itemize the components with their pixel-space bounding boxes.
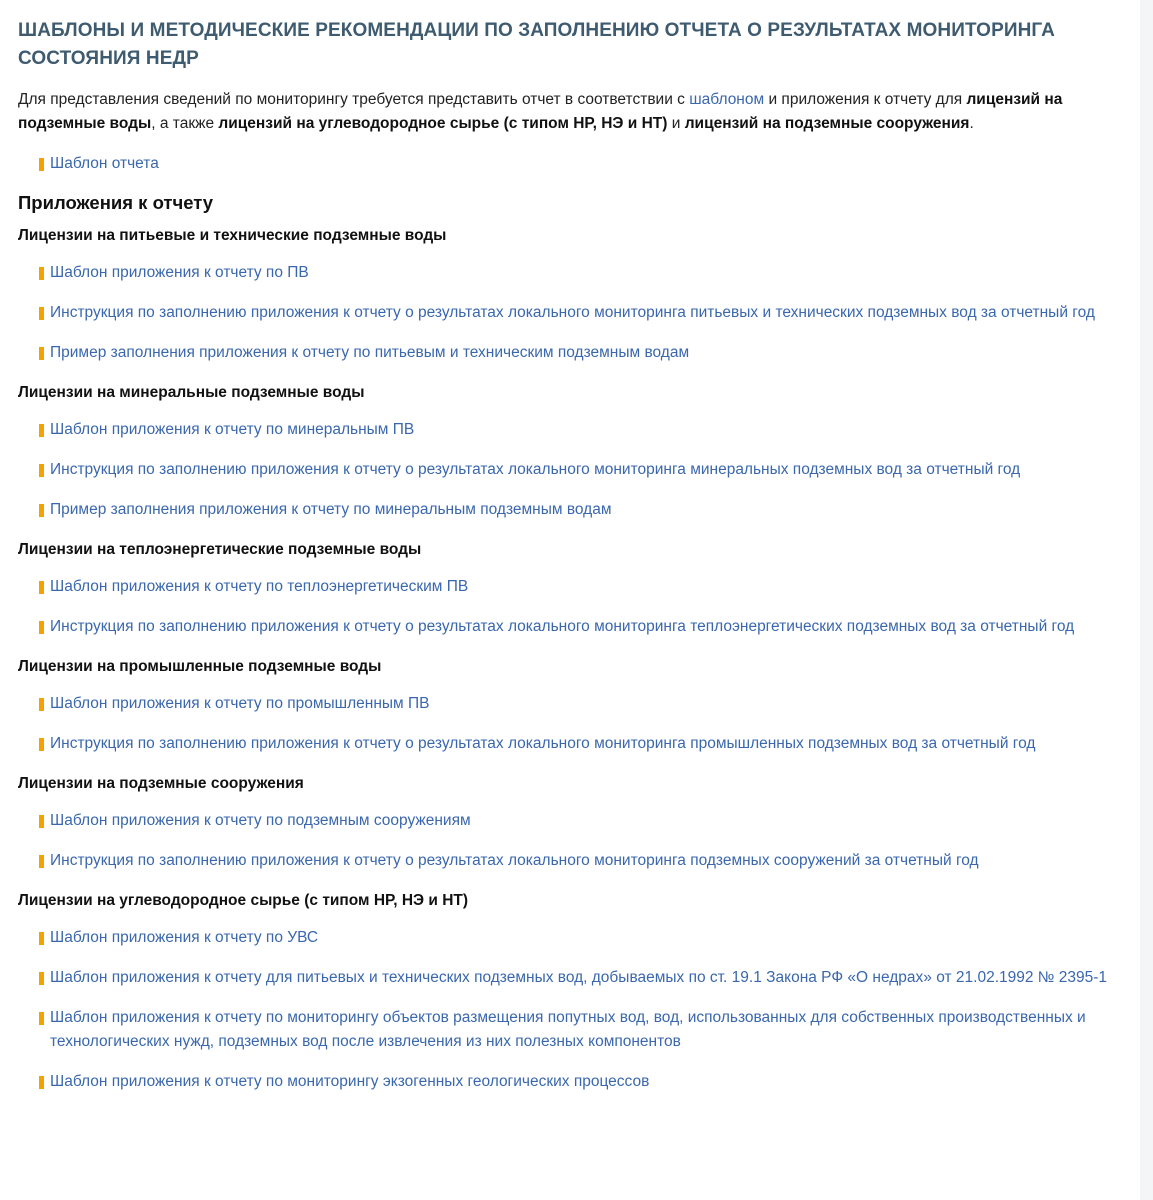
bullet-marker-icon <box>39 698 44 711</box>
document-link[interactable]: Пример заполнения приложения к отчету по минеральным подземным водам <box>50 501 612 518</box>
appendix-sections <box>18 224 1128 1094</box>
document-list <box>18 692 1128 756</box>
list-item <box>18 1006 1128 1054</box>
document-list <box>18 418 1128 522</box>
bullet-marker-icon <box>39 581 44 594</box>
template-link[interactable]: шаблоном <box>689 91 765 108</box>
section-heading: Лицензии на минеральные подземные воды <box>18 384 365 401</box>
document-link[interactable]: Инструкция по заполнению приложения к отчету о результатах локального мониторинга подземных сооружений за отчетный год <box>50 852 979 869</box>
license-section <box>18 538 1128 639</box>
intro-bold: лицензий на подземные сооружения <box>684 115 970 132</box>
license-section <box>18 772 1128 873</box>
bullet-marker-icon <box>39 855 44 868</box>
list-item <box>18 575 1128 599</box>
bullet-marker-icon <box>39 815 44 828</box>
list-item <box>18 418 1128 442</box>
document-list <box>18 261 1128 365</box>
bullet-marker-icon <box>39 1012 44 1025</box>
document-link[interactable]: Инструкция по заполнению приложения к отчету о результатах локального мониторинга промышленных подземных вод за отчетный год <box>50 735 1036 752</box>
bullet-marker-icon <box>39 972 44 985</box>
list-item <box>18 341 1128 365</box>
document-list <box>18 575 1128 639</box>
section-heading: Лицензии на питьевые и технические подземные воды <box>18 227 447 244</box>
section-heading: Лицензии на углеводородное сырье (с типом НР, НЭ и НТ) <box>18 892 469 909</box>
bullet-marker-icon <box>39 1076 44 1089</box>
appendices-heading: Приложения к отчету <box>18 192 214 213</box>
list-item <box>18 458 1128 482</box>
list-item <box>18 849 1128 873</box>
list-item <box>18 732 1128 756</box>
document-link[interactable]: Шаблон приложения к отчету по УВС <box>50 929 319 946</box>
document-link[interactable]: Шаблон приложения к отчету по промышленным ПВ <box>50 695 430 712</box>
report-list <box>18 152 1128 176</box>
intro-text: Для представления сведений по мониторингу требуется представить отчет в соответствии с <box>18 91 690 108</box>
intro-text: . <box>969 115 974 132</box>
section-heading: Лицензии на подземные сооружения <box>18 775 304 792</box>
document-link[interactable]: Шаблон приложения к отчету по ПВ <box>50 264 309 281</box>
intro-text: и приложения к отчету для <box>764 91 967 108</box>
license-section <box>18 381 1128 522</box>
document-link[interactable]: Шаблон приложения к отчету по мониторингу экзогенных геологических процессов <box>50 1073 650 1090</box>
document-link[interactable]: Инструкция по заполнению приложения к отчету о результатах локального мониторинга минеральных подземных вод за отчетный год <box>50 461 1021 478</box>
license-section <box>18 655 1128 756</box>
bullet-marker-icon <box>39 932 44 945</box>
license-section <box>18 224 1128 365</box>
intro-text: , а также <box>151 115 219 132</box>
document-list <box>18 809 1128 873</box>
list-item <box>18 615 1128 639</box>
intro-paragraph <box>18 88 1128 136</box>
list-item <box>18 692 1128 716</box>
intro-bold: лицензий на углеводородное сырье (с типом НР, НЭ и НТ) <box>218 115 668 132</box>
list-item <box>18 809 1128 833</box>
document-link[interactable]: Пример заполнения приложения к отчету по питьевым и техническим подземным водам <box>50 344 690 361</box>
document-link[interactable]: Шаблон приложения к отчету для питьевых и технических подземных вод, добываемых по ст. 19.1 Закона РФ «О недрах» от 21.02.1992 № 2395-1 <box>50 969 1107 986</box>
section-heading: Лицензии на теплоэнергетические подземные воды <box>18 541 422 558</box>
intro-bold: лицензий на подземные воды <box>18 91 1063 132</box>
bullet-marker-icon <box>39 424 44 437</box>
list-item <box>18 261 1128 285</box>
document-link[interactable]: Инструкция по заполнению приложения к отчету о результатах локального мониторинга теплоэнергетических подземных вод за отчетный год <box>50 618 1075 635</box>
report-template-link[interactable]: Шаблон отчета <box>50 155 159 172</box>
bullet-marker-icon <box>39 738 44 751</box>
document-link[interactable]: Шаблон приложения к отчету по мониторингу объектов размещения попутных вод, вод, использованных для собственных производственных и технологических нужд, подземных вод после извлечения из них полезных компонентов <box>50 1009 1086 1050</box>
article <box>18 17 1128 1110</box>
bullet-marker-icon <box>39 464 44 477</box>
list-item <box>18 301 1128 325</box>
section-heading: Лицензии на промышленные подземные воды <box>18 658 382 675</box>
document-link[interactable]: Шаблон приложения к отчету по подземным сооружениям <box>50 812 471 829</box>
document-list <box>18 926 1128 1094</box>
page-title: ШАБЛОНЫ И МЕТОДИЧЕСКИЕ РЕКОМЕНДАЦИИ ПО ЗАПОЛНЕНИЮ ОТЧЕТА О РЕЗУЛЬТАТАХ МОНИТОРИНГА СОСТОЯНИЯ НЕДР <box>18 20 1055 69</box>
list-item <box>18 498 1128 522</box>
document-link[interactable]: Инструкция по заполнению приложения к отчету о результатах локального мониторинга питьевых и технических подземных вод за отчетный год <box>50 304 1095 321</box>
list-item <box>18 966 1128 990</box>
bullet-marker-icon <box>39 307 44 320</box>
bullet-marker-icon <box>39 504 44 517</box>
list-item <box>18 152 1128 176</box>
bullet-marker-icon <box>39 347 44 360</box>
license-section <box>18 889 1128 1094</box>
bullet-marker-icon <box>39 267 44 280</box>
document-link[interactable]: Шаблон приложения к отчету по минеральным ПВ <box>50 421 415 438</box>
bullet-marker-icon <box>39 158 44 171</box>
list-item <box>18 926 1128 950</box>
bullet-marker-icon <box>39 621 44 634</box>
document-link[interactable]: Шаблон приложения к отчету по теплоэнергетическим ПВ <box>50 578 469 595</box>
list-item <box>18 1070 1128 1094</box>
intro-text: и <box>667 115 685 132</box>
